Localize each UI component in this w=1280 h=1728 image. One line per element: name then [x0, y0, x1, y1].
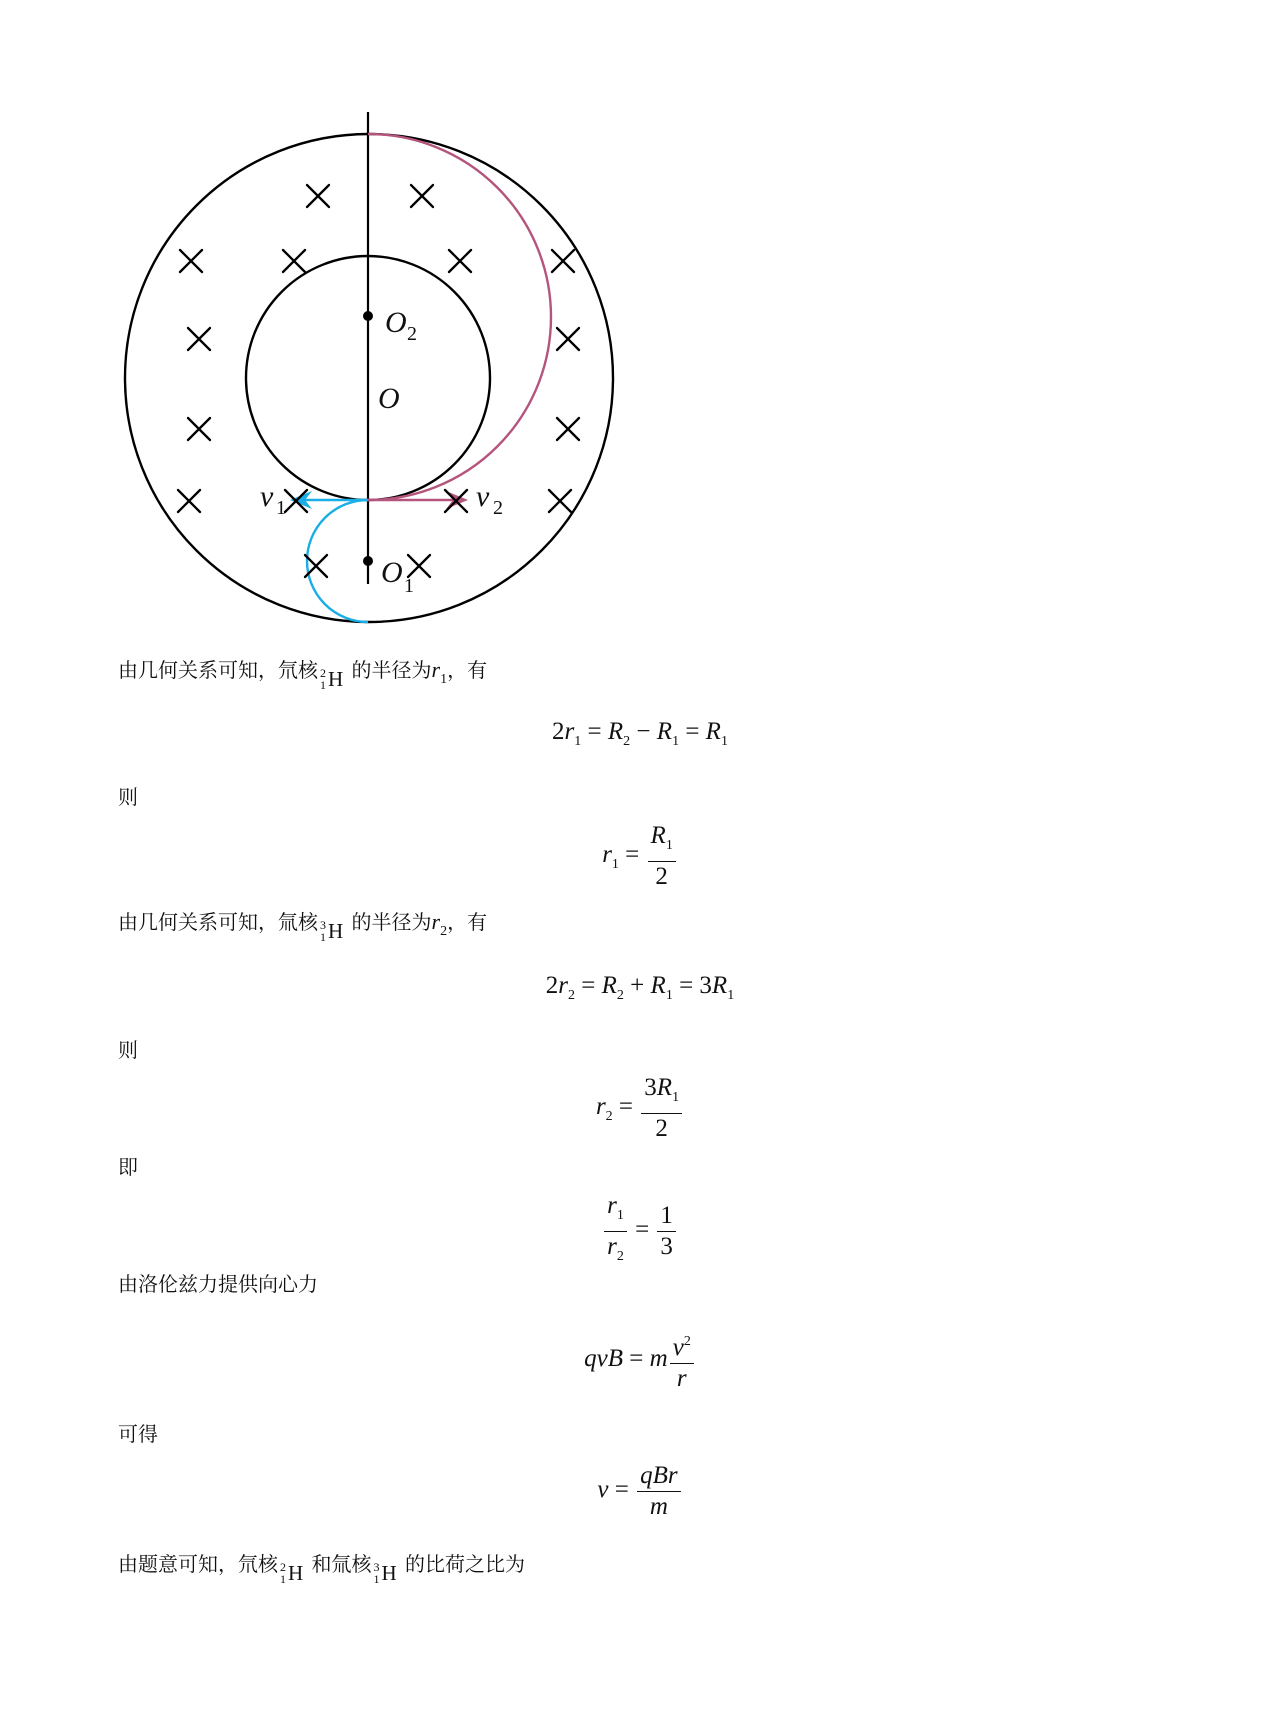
equation-velocity: v = $\frac{\text{qBr}}{m}$	[0, 1462, 1280, 1521]
equation-r1: $r_1$ = $\frac{R_1}{2}$	[0, 822, 1280, 891]
nuclide-tritium: 3 1 H	[320, 918, 344, 944]
cross-icon	[557, 328, 579, 350]
text-triton-radius: 由几何关系可知，氚核 3 1 H 的半径为$r_2$，有	[118, 909, 488, 944]
cross-icon	[178, 490, 200, 512]
label-o1: O	[381, 556, 403, 589]
cross-icon	[180, 250, 202, 272]
cross-icon	[188, 328, 210, 350]
cross-icon	[411, 185, 433, 207]
nuclide-deuterium: 2 1 H	[320, 666, 344, 692]
cross-icon	[188, 418, 210, 440]
cross-icon	[283, 250, 305, 272]
cross-icon	[449, 250, 471, 272]
magnetic-field-diagram	[0, 0, 700, 640]
text-obtain: 可得	[118, 1422, 158, 1446]
label-v2: v	[476, 480, 490, 513]
label-o2-sub: 2	[407, 323, 417, 345]
label-o2: O	[385, 306, 407, 339]
equation-r2: $r_2$ = $\frac{3R_1}{2}$	[0, 1074, 1280, 1143]
label-o1-sub: 1	[404, 575, 414, 597]
text-charge-mass-ratio: 由题意可知，氘核 2 1 H 和氚核 3 1 H 的比荷之比为	[118, 1552, 526, 1586]
deuteron-trajectory	[307, 500, 368, 622]
text-lorentz: 由洛伦兹力提供向心力	[118, 1272, 318, 1296]
cross-icon	[408, 555, 430, 577]
text-thus: 即	[118, 1155, 138, 1179]
label-v2-sub: 2	[493, 497, 503, 519]
label-v1: v	[260, 480, 274, 513]
o2-point	[363, 311, 373, 321]
equation-ratio: $\frac{r_1}{r_2}$ = $\frac{1}{3}$	[0, 1192, 1280, 1271]
cross-icon	[549, 490, 571, 512]
label-o: O	[378, 382, 400, 415]
cross-icon	[307, 185, 329, 207]
field-markers	[178, 185, 579, 577]
cross-icon	[557, 418, 579, 440]
text-then-1: 则	[118, 785, 138, 809]
equation-2r1: $2r_1 = R_2 - R_1 = R_1$	[552, 718, 728, 749]
nuclide-tritium: 3 1 H	[373, 1560, 397, 1586]
equation-lorentz: qvB = m $\frac{v^2}{r}$	[0, 1328, 1280, 1393]
text-then-2: 则	[118, 1038, 138, 1062]
o1-point	[363, 556, 373, 566]
cross-icon	[552, 250, 574, 272]
text-deuteron-radius: 由几何关系可知，氘核 2 1 H 的半径为$r_1$，有	[118, 657, 488, 692]
nuclide-deuterium: 2 1 H	[280, 1560, 304, 1586]
equation-2r2: $2r_2 = R_2 + R_1 = 3R_1$	[545, 972, 735, 1003]
label-v1-sub: 1	[276, 497, 286, 519]
